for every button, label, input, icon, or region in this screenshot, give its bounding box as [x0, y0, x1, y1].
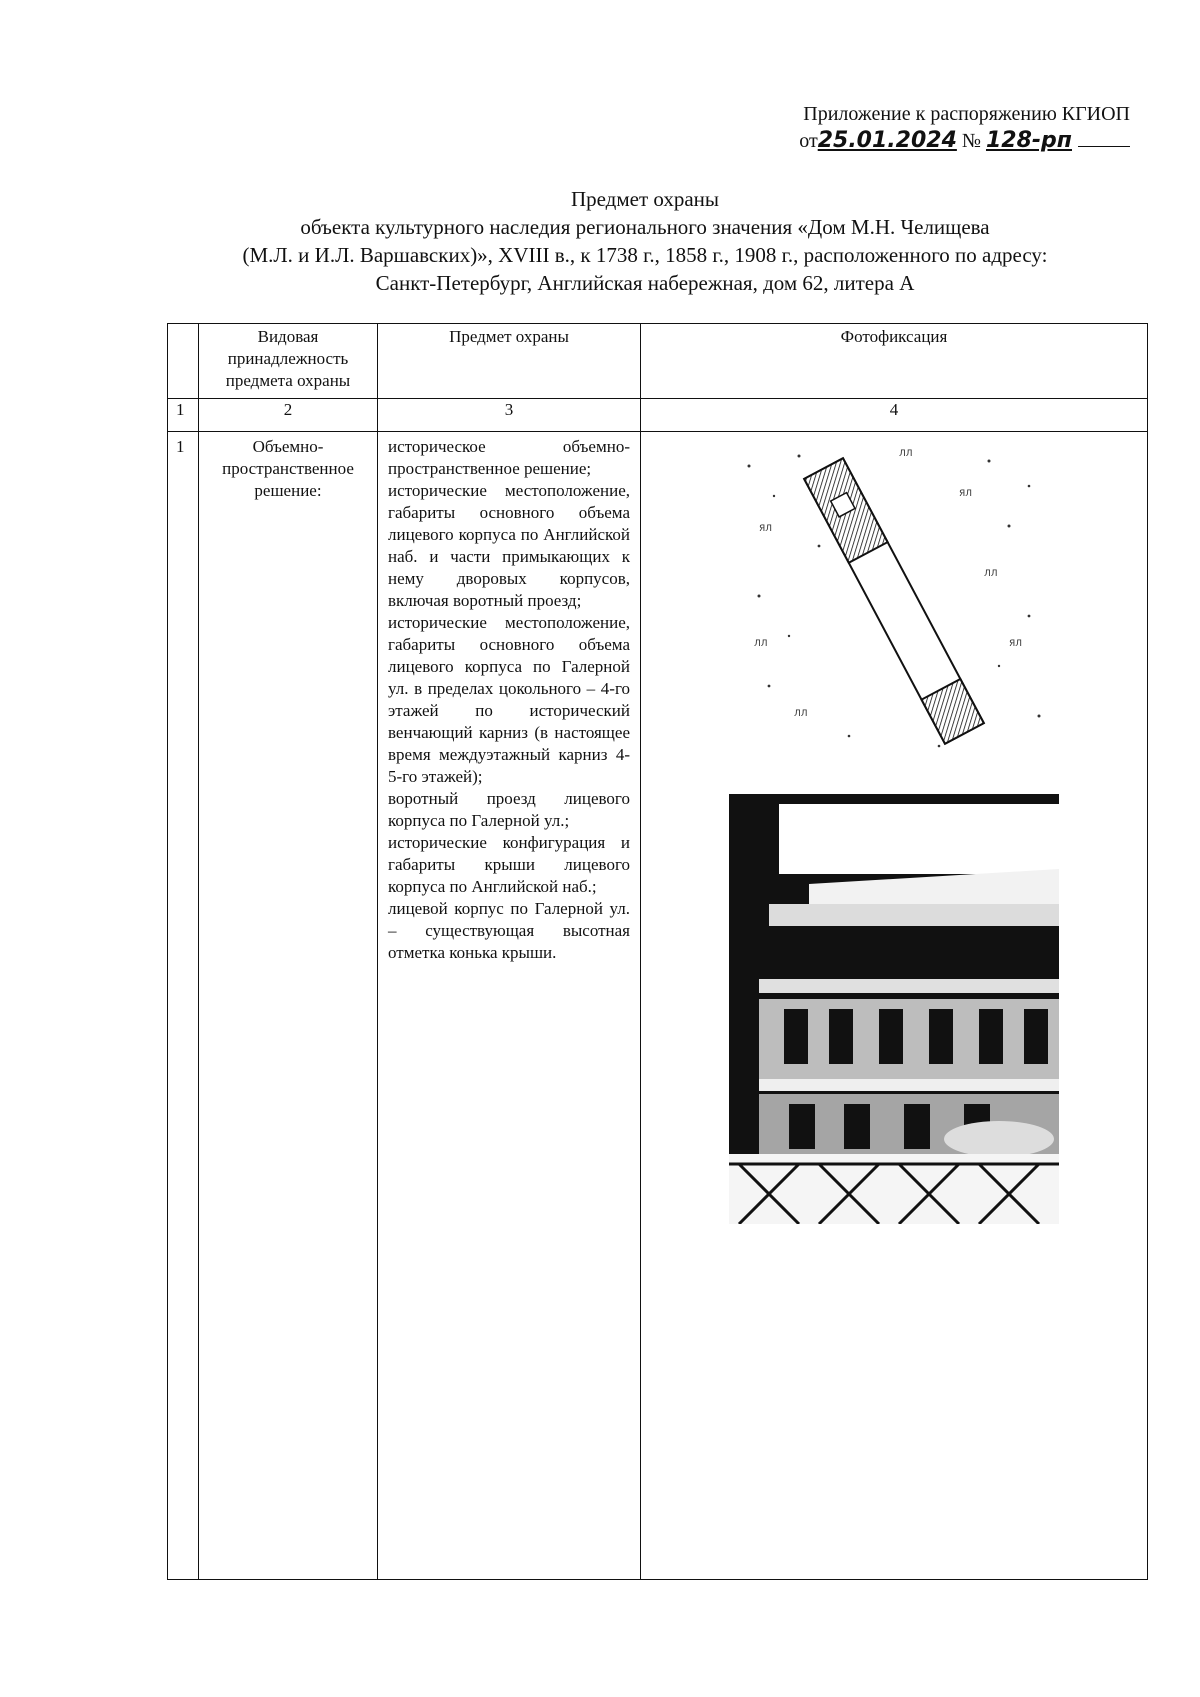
svg-text:ЯЛ: ЯЛ: [1009, 639, 1023, 649]
row-photos: [641, 432, 1148, 1580]
title-line-4: Санкт-Петербург, Английская набережная, дом 62, литера А: [375, 271, 915, 295]
annex-date: 25.01.2024: [817, 128, 957, 153]
annex-number: 128-рп: [985, 128, 1072, 153]
description-item: воротный проезд лицевого корпуса по Галерной ул.;: [388, 789, 630, 830]
description-item: лицевой корпус по Галерной ул. – существующая высотная отметка конька крыши.: [388, 899, 630, 962]
annex-header: [710, 102, 1130, 153]
document-title: [150, 185, 1140, 297]
description-item: исторические местоположение, габариты основного объема лицевого корпуса по Английской наб. и части примыкающих к нему дворовых корпусов, включая воротный проезд;: [388, 481, 630, 610]
column-number-row: [168, 399, 1148, 432]
annex-date-line: [710, 128, 1130, 153]
building-facade-photo: [729, 794, 1059, 1224]
row-category: Объемно-пространственное решение:: [199, 432, 378, 1580]
row-description: [378, 432, 641, 1580]
table-header-row: [168, 324, 1148, 399]
svg-text:ЛЛ: ЛЛ: [984, 569, 998, 579]
title-line-3: (М.Л. и И.Л. Варшавских)», XVIII в., к 1738 г., 1858 г., 1908 г., расположенного по адресу:: [242, 243, 1048, 267]
blank-line: [1078, 128, 1130, 147]
table-row: [168, 432, 1148, 1580]
annex-title: Приложение к распоряжению КГИОП: [803, 103, 1130, 125]
header-cell-category: Видовая принадлежность предмета охраны: [199, 324, 378, 399]
svg-text:ЯЛ: ЯЛ: [759, 524, 773, 534]
svg-text:ЛЛ: ЛЛ: [794, 709, 808, 719]
svg-text:ЛЛ: ЛЛ: [754, 639, 768, 649]
row-number: 1: [168, 432, 199, 1580]
title-line-1: Предмет охраны: [570, 187, 720, 211]
header-cell-1: [168, 324, 199, 399]
column-number-3: 3: [378, 399, 641, 432]
description-item: исторические местоположение, габариты основного объема лицевого корпуса по Галерной ул. в пределах цокольного – 4-го этажей по исторический венчающий карниз (в настоящее время междуэтажный карниз 4-5-го этажей);: [388, 613, 630, 786]
svg-text:ЛЛ: ЛЛ: [899, 449, 913, 459]
annex-number-prefix: №: [961, 130, 981, 152]
svg-text:ЯЛ: ЯЛ: [959, 489, 973, 499]
header-cell-subject: Предмет охраны: [378, 324, 641, 399]
description-item: историческое объемно-пространственное решение;: [388, 437, 630, 478]
column-number-4: 4: [641, 399, 1148, 432]
protection-table: [167, 323, 1148, 1580]
column-number-1: 1: [168, 399, 199, 432]
column-number-2: 2: [199, 399, 378, 432]
description-item: исторические конфигурация и габариты крыши лицевого корпуса по Английской наб.;: [388, 833, 630, 896]
header-cell-photo: Фотофиксация: [641, 324, 1148, 399]
annex-from-prefix: от: [799, 130, 818, 152]
site-plan-image: [729, 436, 1059, 766]
title-line-2: объекта культурного наследия регионального значения «Дом М.Н. Челищева: [300, 215, 990, 239]
